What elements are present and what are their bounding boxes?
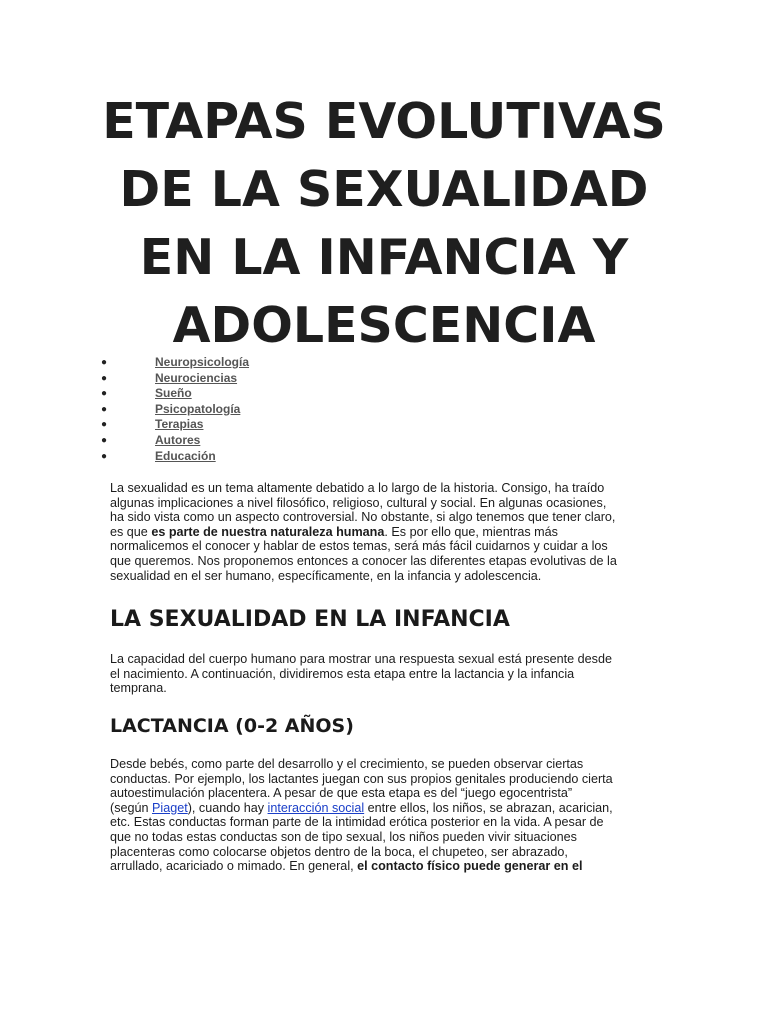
text-line: que queremos. Nos proponemos entonces a conocer las diferentes etapas evolutivas de la [110,553,617,568]
text-line: autoestimulación placentera. A pesar de que esta etapa es del “juego egocentrista” [110,786,573,801]
infancia-paragraph [110,652,670,696]
text-line [110,525,670,540]
bullet-icon: ● [101,357,108,368]
bullet-icon: ● [101,388,108,400]
interaccion-social-link[interactable]: interacción social [267,800,365,815]
text-run: ), cuando hay [187,800,268,815]
piaget-link[interactable]: Piaget [152,800,188,815]
text-line [110,859,670,874]
bullet-icon: ● [101,434,108,446]
text-line: etc. Estas conductas forman parte de la intimidad erótica posterior en la vida. A pesar de [110,815,604,830]
text-line: La sexualidad es un tema altamente debatido a lo largo de la historia. Consigo, ha traído [110,481,605,495]
page-title [84,88,684,360]
nav-link-neuropsicologia[interactable]: Neuropsicología [155,355,250,369]
text-run: (según [110,800,153,815]
text-line: temprana. [110,681,167,696]
bullet-icon: ● [101,403,108,415]
text-line: La capacidad del cuerpo humano para mostrar una respuesta sexual está presente desde [110,652,612,666]
intro-paragraph [110,481,670,583]
text-line: sexualidad en el ser humano, específicamente, en la infancia y adolescencia. [110,568,542,583]
text-line: que no todas estas conductas son de tipo sexual, los niños pueden vivir situaciones [110,829,577,844]
text-line [110,801,670,816]
text-line: Desde bebés, como parte del desarrollo y el crecimiento, se pueden observar ciertas [110,757,584,771]
bold-text: el contacto físico puede generar en el [357,859,583,874]
nav-link-autores[interactable]: Autores [155,432,201,447]
bullet-icon: ● [101,372,108,384]
bullet-icon: ● [101,450,108,462]
text-line: conductas. Por ejemplo, los lactantes juegan con sus propios genitales produciendo cierta [110,771,613,786]
title-line-4: ADOLESCENCIA [172,297,596,354]
nav-link-educacion[interactable]: Educación [155,448,216,463]
text-line: el nacimiento. A continuación, dividiremos esta etapa entre la lactancia y la infancia [110,666,575,681]
text-run: es que [110,524,152,539]
text-line: placenteras como colocarse objetos dentro de la boca, el chupeteo, ser abrazado, [110,844,568,859]
nav-link-sueno[interactable]: Sueño [155,386,192,401]
nav-link-terapias[interactable]: Terapias [155,417,204,432]
text-line: normalicemos el conocer y hablar de estos temas, será más fácil cuidarnos y cuidar a los [110,539,608,554]
title-line-1: ETAPAS EVOLUTIVAS [102,93,666,150]
section-heading-lactancia: LACTANCIA (0-2 AÑOS) [110,715,354,737]
lactancia-paragraph [110,757,670,874]
text-line: ha sido vista como un aspecto controversial. No obstante, si algo tenemos que tener claro, [110,510,616,525]
title-line-3: EN LA INFANCIA Y [139,229,629,286]
section-heading-infancia: LA SEXUALIDAD EN LA INFANCIA [110,607,510,632]
text-line: algunas implicaciones a nivel filosófico, religioso, cultural y social. En algunas ocasiones, [110,495,607,510]
text-run: entre ellos, los niños, se abrazan, acarician, [364,800,613,815]
text-run: arrullado, acariciado o mimado. En general, [110,859,358,874]
nav-link-neurociencias[interactable]: Neurociencias [155,370,238,385]
bullet-icon: ● [101,419,108,431]
nav-link-psicopatologia[interactable]: Psicopatología [155,401,241,416]
text-run: . Es por ello que, mientras más [384,524,558,539]
title-line-2: DE LA SEXUALIDAD [119,161,649,218]
bold-text: es parte de nuestra naturaleza humana [151,524,385,539]
